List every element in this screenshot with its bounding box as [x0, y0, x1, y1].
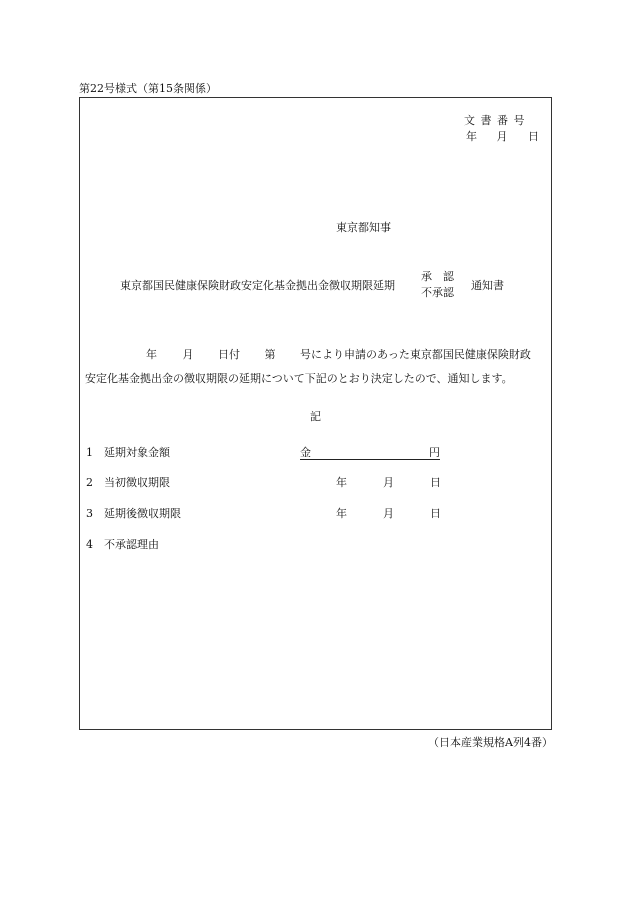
body-year: 年 [146, 348, 157, 361]
body-date-suffix: 日付 [218, 348, 240, 361]
item-1-suffix: 円 [429, 446, 440, 459]
title-suffix: 通知書 [471, 279, 504, 292]
item-2-month: 月 [383, 476, 394, 489]
item-3-number: 3 [86, 507, 93, 520]
item-1-amount-field [300, 445, 440, 460]
item-1-prefix: 金 [300, 446, 311, 459]
title-main: 東京都国民健康保険財政安定化基金拠出金徴収期限延期 [120, 279, 395, 292]
item-4-label: 不承認理由 [104, 538, 159, 551]
item-1-number: 1 [86, 446, 93, 459]
item-2-day: 日 [430, 476, 441, 489]
item-3-day: 日 [430, 507, 441, 520]
header-date-year: 年 [466, 130, 477, 143]
header-date-month: 月 [496, 130, 508, 143]
item-3-year: 年 [336, 507, 347, 520]
item-2-label: 当初徴収期限 [104, 476, 170, 489]
item-3-month: 月 [383, 507, 394, 520]
item-4-number: 4 [86, 538, 93, 551]
form-label: 第22号様式（第15条関係） [79, 82, 217, 95]
item-3-label: 延期後徴収期限 [104, 507, 181, 520]
paper-size-note: （日本産業規格A列4番） [428, 736, 553, 749]
body-line-1 [146, 349, 531, 360]
body-line-2: 安定化基金拠出金の徴収期限の延期について下記のとおり決定したので、通知します。 [85, 372, 513, 385]
ki-marker: 記 [310, 410, 321, 423]
item-1-label: 延期対象金額 [104, 446, 170, 459]
body-number-prefix: 第 [264, 348, 276, 361]
document-number-label: 文 書 番 号 [464, 114, 526, 127]
item-2-year: 年 [336, 476, 347, 489]
header-date-day: 日 [528, 130, 539, 143]
body-month: 月 [182, 348, 194, 361]
item-2-number: 2 [86, 476, 93, 489]
header-date [466, 131, 539, 142]
title-option-disapprove: 不承認 [421, 286, 454, 299]
body-number-suffix: 号により申請のあった東京都国民健康保険財政 [300, 348, 531, 361]
title-option-approve: 承 認 [421, 270, 454, 283]
issuer-name: 東京都知事 [336, 221, 391, 234]
